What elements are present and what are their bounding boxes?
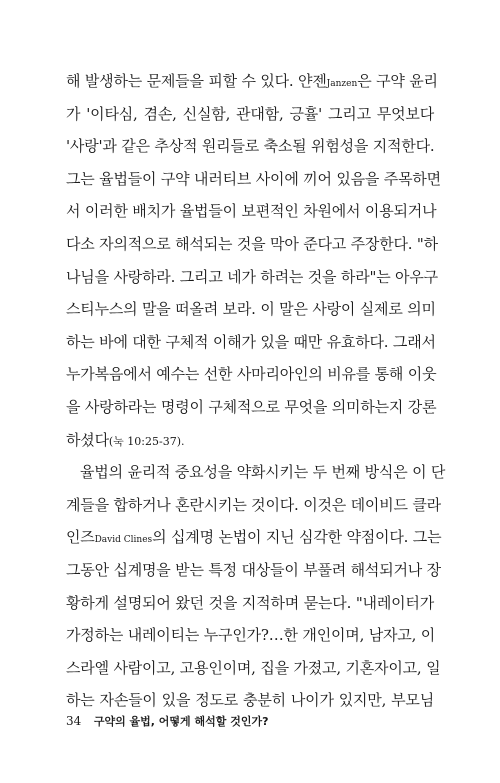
- page-number: 34: [66, 714, 82, 728]
- text-line: 을 사랑하라는 명령이 구체적으로 무엇을 의미하는지 강론: [66, 397, 437, 416]
- author-name-latin: Janzen: [326, 79, 358, 89]
- text-line: 나님을 사랑하라. 그리고 네가 하려는 것을 하라"는 아우구: [66, 267, 438, 286]
- scripture-reference: (눅 10:25-37).: [108, 434, 185, 448]
- text-line: 누가복음에서 예수는 선한 사마리아인의 비유를 통해 이웃: [66, 365, 437, 384]
- text-line: 가정하는 내레이티는 누구인가?…한 개인이며, 남자고, 이: [66, 626, 436, 645]
- text-line: 황하게 설명되어 왔던 것을 지적하며 묻는다. "내레이터가: [66, 593, 434, 612]
- running-title: 구약의 율법, 어떻게 해석할 것인가?: [93, 715, 269, 728]
- text-line: 스라엘 사람이고, 고용인이며, 집을 가졌고, 기혼자이고, 일: [66, 658, 441, 677]
- text-line: 그동안 십계명을 받는 특정 대상들이 부풀려 해석되거나 장: [66, 560, 441, 579]
- paragraph-first-line: 율법의 윤리적 중요성을 약화시키는 두 번째 방식은 이 단: [80, 463, 446, 482]
- author-name-latin: David Clines: [94, 535, 153, 546]
- text-line: 하는 바에 대한 구체적 이해가 있을 때만 유효하다. 그래서: [66, 332, 436, 351]
- text-line: 계들을 합하거나 혼란시키는 것이다. 이것은 데이비드 클라: [66, 495, 441, 514]
- text-line: '사랑'과 같은 추상적 원리들로 축소될 위험성을 지적한다.: [66, 137, 435, 156]
- text-line: 서 이러한 배치가 율법들이 보편적인 차원에서 이용되거나: [66, 202, 437, 221]
- body-text: [66, 65, 446, 717]
- text-line: 그는 율법들이 구약 내러티브 사이에 끼어 있음을 주목하면: [66, 169, 441, 188]
- text-line: 인즈David Clines의 십계명 논법이 지닌 심각한 약점이다. 그는: [66, 528, 442, 547]
- text-line: 스티누스의 말을 떠올려 보라. 이 말은 사랑이 실제로 의미: [66, 300, 436, 319]
- text-line: 다소 자의적으로 해석되는 것을 막아 준다고 주장한다. "하: [66, 234, 438, 253]
- text-line: 하셨다(눅 10:25-37).: [66, 430, 185, 449]
- text-line: 해 발생하는 문제들을 피할 수 있다. 얀젠Janzen은 구약 윤리: [66, 72, 438, 90]
- text-line: 가 '이타심, 겸손, 신실함, 관대함, 긍휼' 그리고 무엇보다: [66, 104, 434, 123]
- page-footer: [66, 713, 268, 729]
- text-line: 하는 자손들이 있을 정도로 충분히 나이가 있지만, 부모님: [66, 691, 434, 710]
